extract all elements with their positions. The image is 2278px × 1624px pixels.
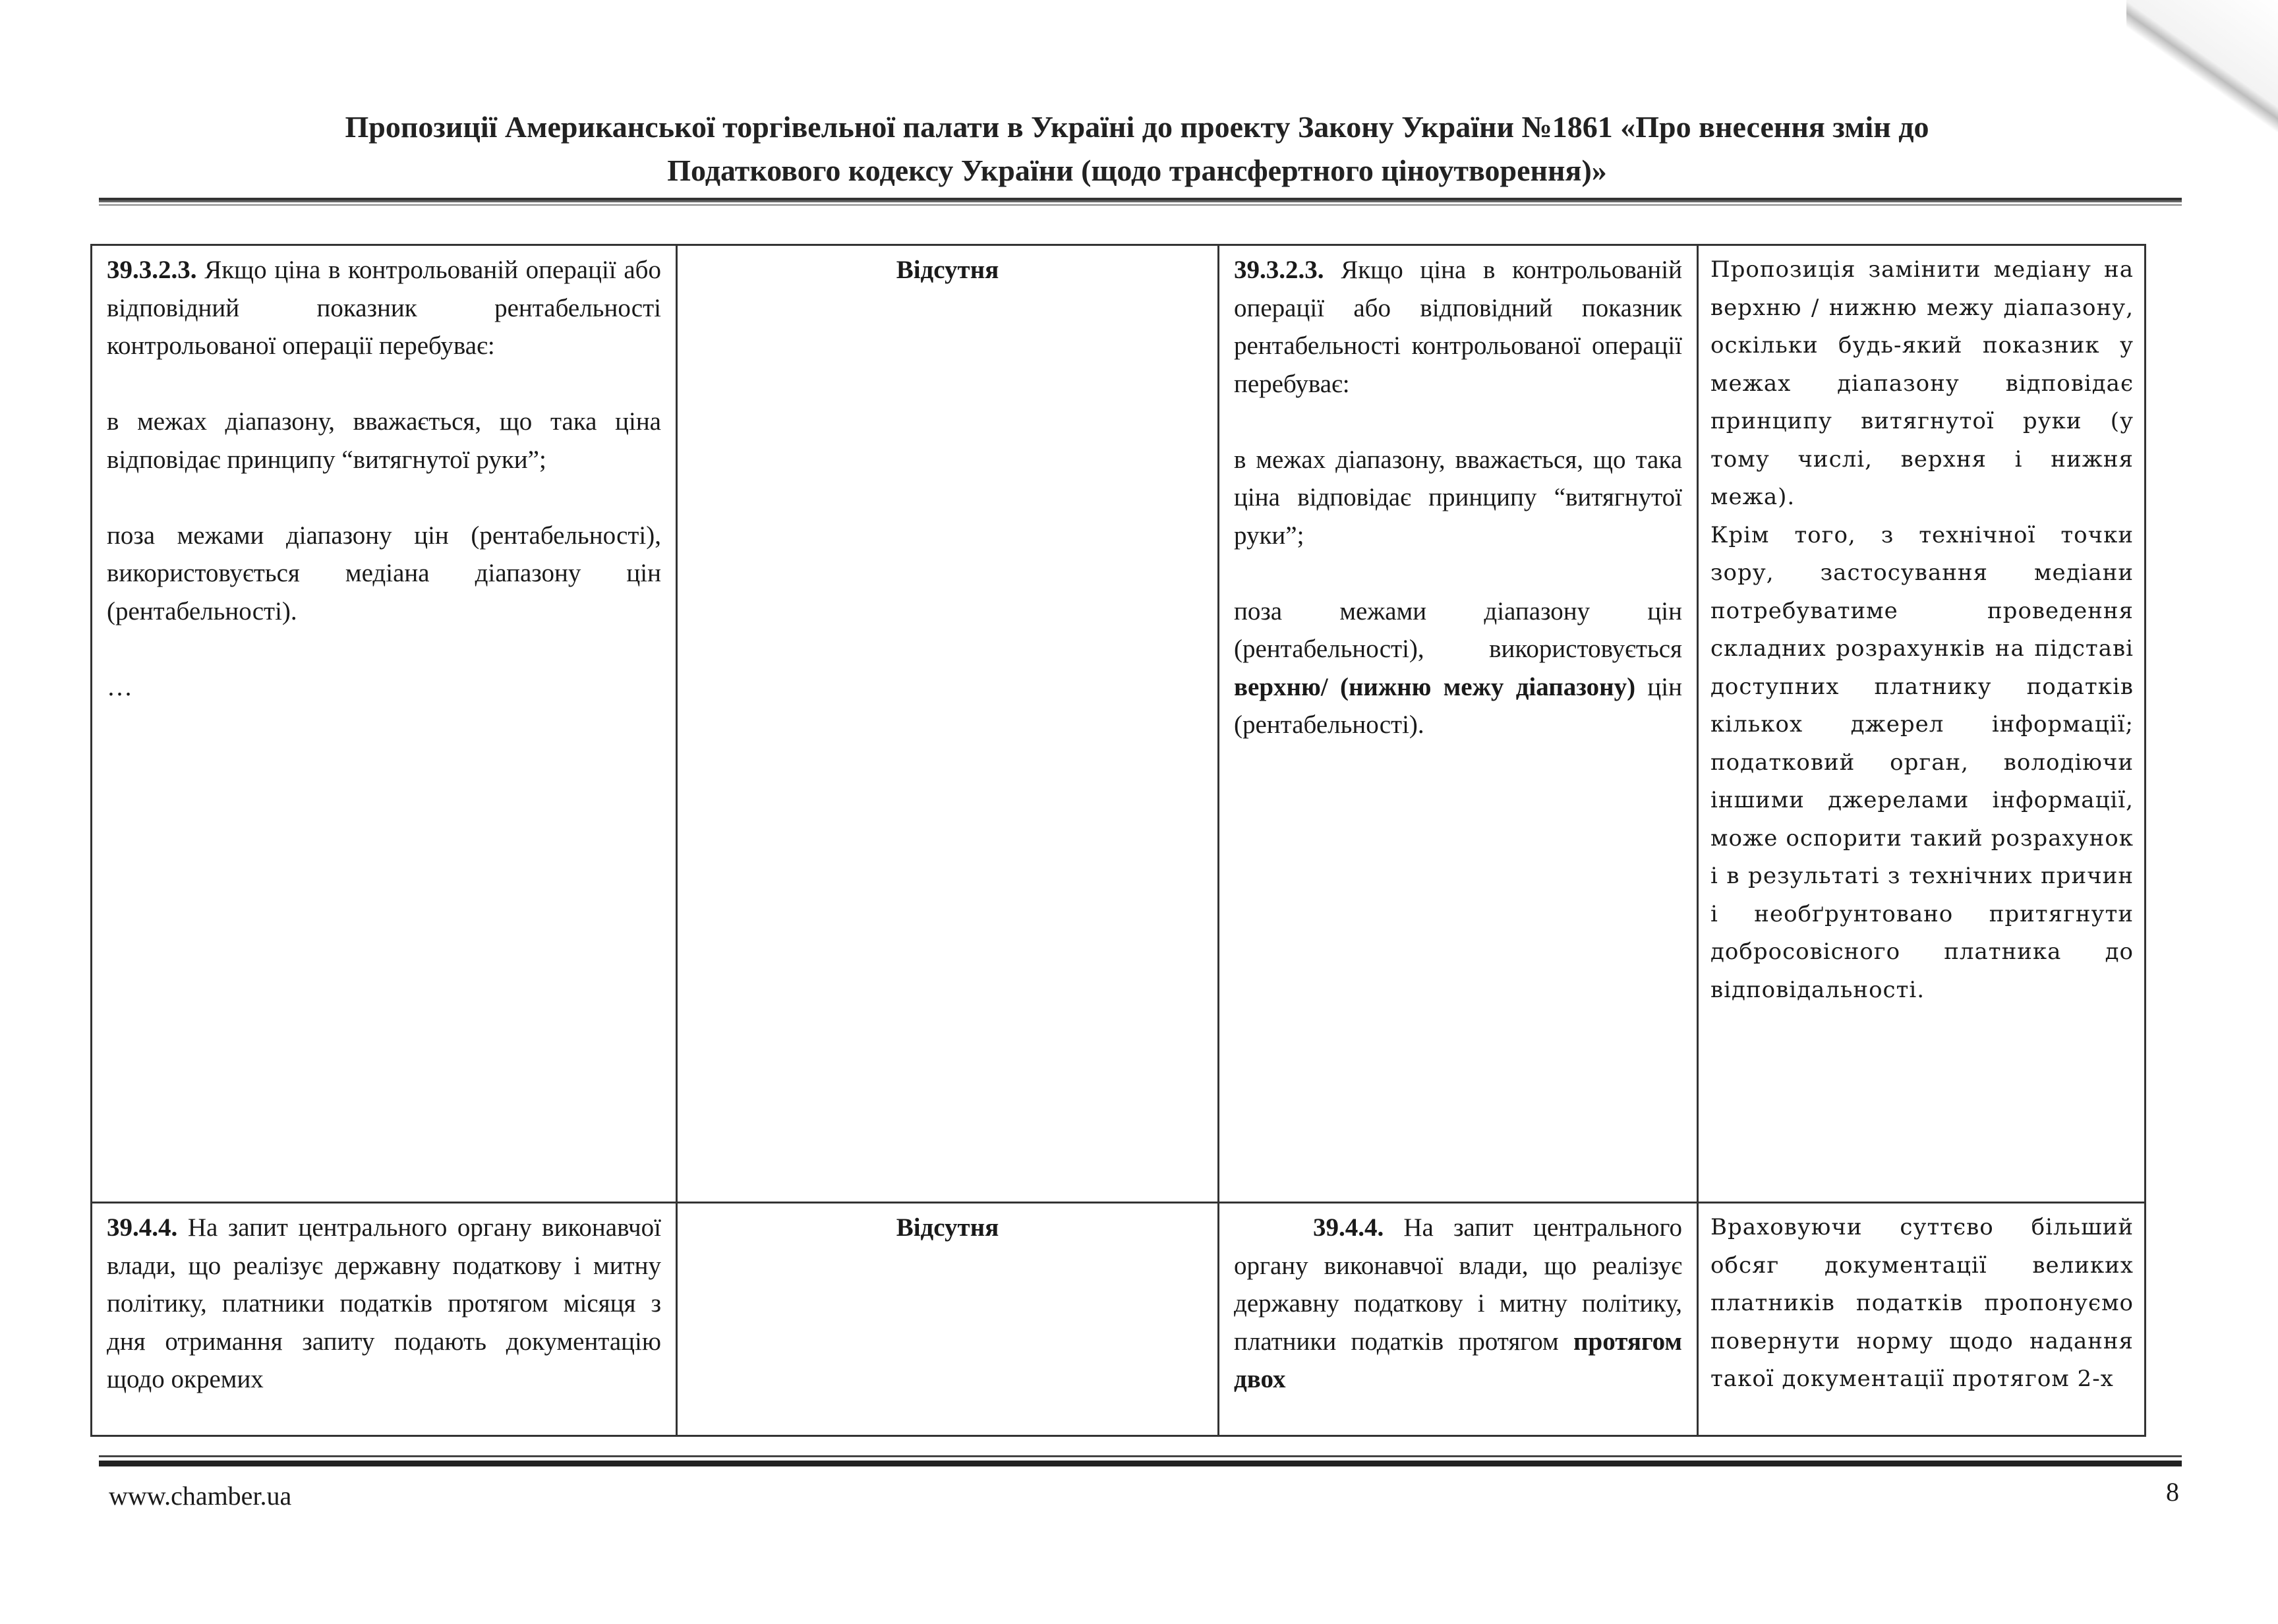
table-row <box>92 1203 2146 1436</box>
header-rule <box>99 198 2182 202</box>
paragraph: Пропозиція замінити медіану на верхню / нижню межу діапазону, оскільки будь-який показник у межах діапазону відповідає принципу витягнутої руки (у тому числі, верхня і нижня межа). <box>1710 256 2134 510</box>
footer-url: www.chamber.ua <box>109 1481 292 1511</box>
paragraph <box>107 1209 661 1399</box>
text: Якщо ціна в контрольованій операції або відповідний показник рентабельності контрольованої операції перебуває: <box>107 256 661 360</box>
bold-text: верхню/ (нижню межу діапазону) <box>1234 672 1636 701</box>
text: цін (рентабельності). <box>1234 672 1682 739</box>
comparison-table <box>90 244 2146 1437</box>
footer-rule-thick <box>99 1461 2182 1466</box>
text: На запит центрального органу виконавчої влади, що реалізує державну податкову і митну політику, платники податків протягом <box>1234 1213 1682 1356</box>
title-line-2: Податкового кодексу України (щодо трансфертного ціноутворення)» <box>667 154 1607 187</box>
title-line-1: Пропозиції Американської торгівельної палати в Україні до проекту Закону України №1861 «Про внесення змін до <box>345 110 1929 144</box>
text: На запит центрального органу виконавчої влади, що реалізує державну податкову і митну політику, платники податків протягом місяця з дня отримання запиту подають документацію щодо окремих <box>107 1213 661 1393</box>
ellipsis: … <box>107 672 132 701</box>
current-text-cell <box>92 1203 677 1436</box>
draft-text-cell <box>677 245 1219 1203</box>
proposed-text-cell <box>1219 1203 1698 1436</box>
paragraph: в межах діапазону, вважається, що така ціна відповідає принципу “витягнутої руки”; <box>1234 445 1682 550</box>
paragraph <box>1234 1209 1682 1399</box>
page-number: 8 <box>2166 1477 2179 1507</box>
proposed-text-cell <box>1219 245 1698 1203</box>
absent-label: Відсутня <box>896 256 999 284</box>
text: поза межами діапазону цін (рентабельності), використовується <box>1234 596 1682 663</box>
absent-label: Відсутня <box>896 1213 999 1242</box>
bold-text: протягом двох <box>1234 1327 1682 1393</box>
table-row <box>92 245 2146 1203</box>
document-title <box>99 105 2175 192</box>
paragraph <box>107 251 661 365</box>
paragraph: в межах діапазону, вважається, що така ціна відповідає принципу “витягнутої руки”; <box>107 407 661 474</box>
article-number: 39.4.4. <box>107 1213 178 1242</box>
paragraph: Крім того, з технічної точки зору, застосування медіани потребуватиме проведення складних розрахунків на підставі доступних платнику податків кількох джерел інформації; податковий орган, володіючи іншими джерелами інформації, може оспорити такий розрахунок і в результаті з технічних причин і необґрунтовано притягнути добросовісного платника до відповідальності. <box>1710 521 2134 1003</box>
article-number: 39.4.4. <box>1313 1213 1384 1242</box>
justification-cell <box>1698 1203 2146 1436</box>
paragraph: Враховуючи суттєво більший обсяг документації великих платників податків пропонуємо повернути норму щодо надання такої документації протягом 2-х <box>1710 1214 2134 1392</box>
draft-text-cell <box>677 1203 1219 1436</box>
paragraph <box>1234 251 1682 403</box>
article-number: 39.3.2.3. <box>107 256 197 284</box>
paragraph <box>1234 593 1682 744</box>
paragraph: поза межами діапазону цін (рентабельності), використовується медіана діапазону цін (рентабельності). <box>107 521 661 625</box>
article-number: 39.3.2.3. <box>1234 256 1324 284</box>
footer-rule <box>99 1455 2182 1457</box>
justification-cell <box>1698 245 2146 1203</box>
text: Якщо ціна в контрольованій операції або відповідний показник рентабельності контрольованої операції перебуває: <box>1234 256 1682 398</box>
current-text-cell <box>92 245 677 1203</box>
